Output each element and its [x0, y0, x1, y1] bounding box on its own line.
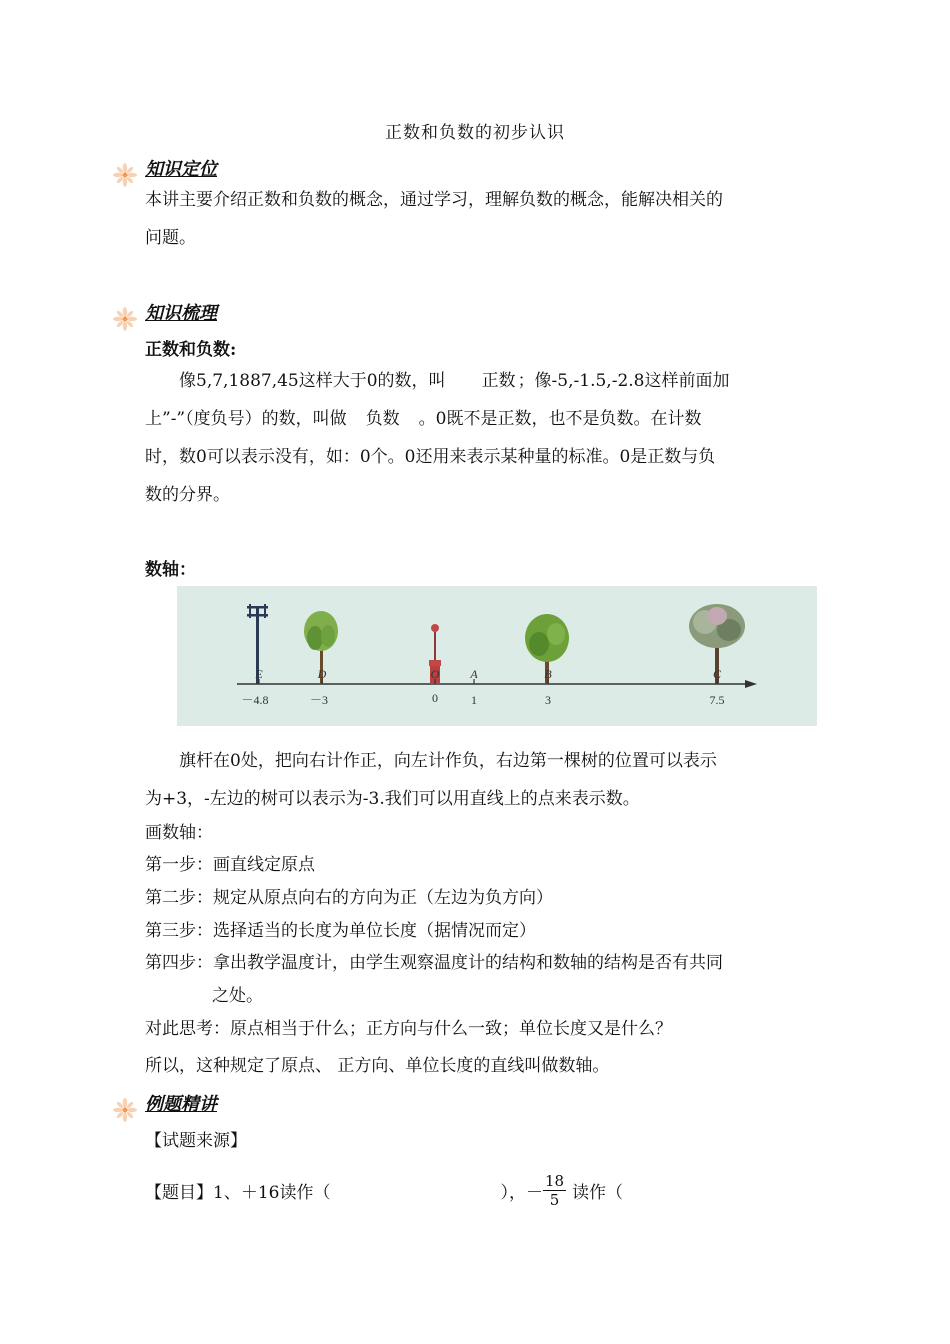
point-value-o: 0: [432, 691, 438, 705]
intro-line-2: 问题。: [145, 228, 196, 248]
definition-text: 像5,7,1887,45这样大于0的数，叫: [179, 371, 446, 391]
question-mid: ），－: [500, 1182, 543, 1203]
point-letter-b: B: [544, 667, 552, 681]
flower-bullet-icon: [112, 162, 138, 188]
definition-line-2: [145, 400, 810, 438]
conclusion-line: 所以，这种规定了原点、 正方向、单位长度的直线叫做数轴。: [145, 1056, 610, 1076]
step-3: 第三步：选择适当的长度为单位长度（据情况而定）: [145, 921, 536, 941]
definition-line-4: 数的分界。: [145, 485, 230, 505]
point-value-a: 1: [471, 693, 477, 707]
point-letter-d: D: [317, 667, 327, 681]
point-letter-a: A: [470, 667, 478, 681]
answer-blank-positive: 正数: [481, 371, 516, 391]
question-source: 【试题来源】: [145, 1131, 247, 1151]
fraction-denominator: 5: [549, 1190, 560, 1209]
step-4-line-2: 之处。: [212, 986, 263, 1006]
definition-text: 上”-”（度负号）的数，叫做: [145, 409, 347, 429]
section-heading-knowledge-position: 知识定位: [145, 159, 217, 180]
definition-text: ；像-5,-1.5,-2.8这样前面加: [517, 371, 730, 391]
point-letter-c: C: [712, 667, 722, 681]
number-line-svg: [177, 586, 817, 726]
point-value-d: －3: [309, 693, 329, 707]
subheading-positive-negative: 正数和负数:: [145, 340, 237, 360]
question-line: [145, 1160, 623, 1220]
think-line: 对此思考：原点相当于什么；正方向与什么一致；单位长度又是什么？: [145, 1019, 672, 1039]
explanation-line-2: 为+3，-左边的树可以表示为-3.我们可以用直线上的点来表示数。: [145, 789, 640, 809]
draw-axis-label: 画数轴：: [145, 823, 213, 843]
intro-line-1: 本讲主要介绍正数和负数的概念，通过学习，理解负数的概念，能解决相关的: [145, 190, 723, 210]
subheading-number-line: 数轴：: [145, 560, 196, 580]
flower-bullet-icon: [112, 306, 138, 332]
point-value-c: 7.5: [709, 693, 725, 707]
step-2: 第二步：规定从原点向右的方向为正（左边为负方向）: [145, 888, 553, 908]
page-title: 正数和负数的初步认识: [385, 123, 565, 143]
definition-text: 。0既不是正数，也不是负数。在计数: [418, 409, 702, 429]
section-heading-knowledge-review: 知识梳理: [145, 303, 217, 324]
axis-arrow-icon: [745, 680, 757, 688]
definition-line-3: 时，数0可以表示没有，如：0个。0还用来表示某种量的标准。0是正数与负: [145, 447, 716, 467]
explanation-line-1: 旗杆在0处，把向右计作正，向左计作负，右边第一棵树的位置可以表示: [179, 751, 717, 771]
answer-blank-negative: 负数: [365, 409, 400, 429]
step-1: 第一步：画直线定原点: [145, 855, 315, 875]
question-suffix: 读作（: [572, 1182, 624, 1203]
point-value-e: －4.8: [241, 693, 269, 707]
flower-bullet-icon: [112, 1097, 138, 1123]
point-letter-o: O: [430, 667, 440, 681]
fraction: [543, 1172, 566, 1209]
step-4-line-1: 第四步：拿出教学温度计，由学生观察温度计的结构和数轴的结构是否有共同: [145, 953, 723, 973]
fraction-numerator: 18: [544, 1171, 565, 1190]
section-heading-examples: 例题精讲: [145, 1094, 217, 1115]
definition-line-1: [145, 362, 810, 400]
question-prefix: 【题目】1、＋16读作（: [145, 1182, 331, 1203]
point-letter-e: E: [255, 667, 263, 681]
number-line-figure: [177, 586, 817, 726]
point-value-b: 3: [545, 693, 551, 707]
